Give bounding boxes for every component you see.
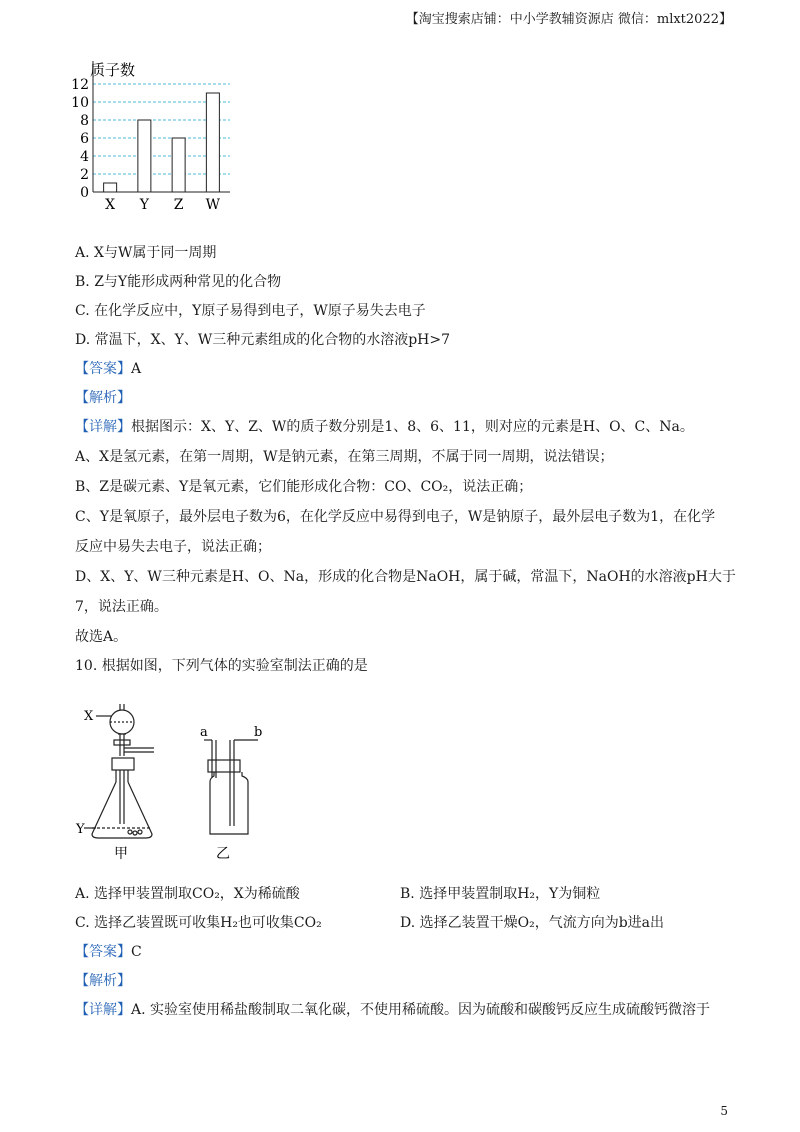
bar-z bbox=[172, 138, 185, 192]
y-tick-label: 8 bbox=[80, 113, 89, 129]
separatory-funnel-flask bbox=[84, 704, 154, 838]
bar-w bbox=[206, 93, 219, 192]
proton-number-bar-chart bbox=[60, 58, 260, 213]
label-x: X bbox=[84, 709, 94, 724]
page-number: 5 bbox=[720, 1104, 728, 1118]
page-header: 【淘宝搜索店铺：中小学教辅资源店 微信：mlxt2022】 bbox=[405, 12, 732, 27]
x-tick-label: X bbox=[105, 197, 116, 213]
q9-option-c: C. 在化学反应中，Y原子易得到电子，W原子易失去电子 bbox=[75, 303, 426, 319]
x-tick-label: W bbox=[205, 197, 221, 213]
q9-detail-line: 【详解】根据图示：X、Y、Z、W的质子数分别是1、8、6、11，则对应的元素是H、O、C、Na。 bbox=[75, 419, 694, 435]
y-tick-label: 4 bbox=[80, 149, 89, 165]
y-tick-label: 10 bbox=[71, 95, 89, 111]
y-tick-label: 0 bbox=[80, 185, 89, 201]
q9-option-a: A. X与W属于同一周期 bbox=[75, 245, 217, 261]
q10-analysis-tag: 【解析】 bbox=[75, 973, 131, 989]
y-tick-label: 2 bbox=[80, 167, 89, 183]
q10-option-b: B. 选择甲装置制取H₂，Y为铜粒 bbox=[400, 886, 601, 902]
label-b: b bbox=[254, 725, 263, 740]
detail-tag: 【详解】 bbox=[75, 1002, 131, 1018]
answer-value: A bbox=[131, 361, 142, 377]
y-tick-labels bbox=[71, 77, 89, 201]
q9-detail-line: 故选A。 bbox=[75, 629, 128, 645]
q9-analysis-tag: 【解析】 bbox=[75, 390, 131, 406]
x-tick-label: Z bbox=[173, 197, 184, 213]
q9-detail-line: C、Y是氧原子，最外层电子数为6，在化学反应中易得到电子，W是钠原子，最外层电子数为1，在化学 bbox=[75, 509, 716, 525]
q10-title: 10. 根据如图，下列气体的实验室制法正确的是 bbox=[75, 658, 368, 674]
caption-yi: 乙 bbox=[216, 846, 230, 862]
q9-detail-line: 7，说法正确。 bbox=[75, 599, 168, 615]
q10-option-d: D. 选择乙装置干燥O₂，气流方向为b进a出 bbox=[400, 915, 665, 931]
q10-option-c: C. 选择乙装置既可收集H₂也可收集CO₂ bbox=[75, 915, 322, 931]
q9-detail-line: A、X是氢元素，在第一周期，W是钠元素，在第三周期，不属于同一周期，说法错误； bbox=[75, 449, 614, 465]
q10-answer bbox=[75, 942, 142, 962]
caption-jia: 甲 bbox=[114, 846, 128, 862]
answer-tag: 【答案】 bbox=[75, 944, 131, 960]
detail-tag: 【详解】 bbox=[75, 419, 131, 435]
x-tick-labels bbox=[105, 197, 221, 213]
q10-detail-line: 【详解】A. 实验室使用稀盐酸制取二氧化碳，不使用稀硫酸。因为硫酸和碳酸钙反应生成硫酸钙微溶于 bbox=[75, 1002, 711, 1018]
q9-detail-line: B、Z是碳元素、Y是氧元素，它们能形成化合物：CO、CO₂，说法正确； bbox=[75, 479, 533, 495]
q9-option-b: B. Z与Y能形成两种常见的化合物 bbox=[75, 274, 282, 290]
answer-value: C bbox=[131, 944, 142, 960]
y-tick-label: 12 bbox=[71, 77, 89, 93]
chart-bars bbox=[104, 93, 220, 192]
q9-detail-line: 反应中易失去电子，说法正确； bbox=[75, 539, 271, 555]
y-axis-label: 质子数 bbox=[90, 61, 136, 79]
label-a: a bbox=[200, 725, 208, 740]
q10-option-a: A. 选择甲装置制取CO₂，X为稀硫酸 bbox=[75, 886, 300, 902]
gas-washing-bottle bbox=[204, 740, 258, 834]
x-tick-label: Y bbox=[139, 197, 149, 213]
bar-y bbox=[138, 120, 151, 192]
answer-tag: 【答案】 bbox=[75, 361, 131, 377]
bar-x bbox=[104, 183, 117, 192]
y-tick-label: 6 bbox=[80, 131, 89, 147]
apparatus-figure bbox=[72, 696, 282, 866]
q9-detail-line: D、X、Y、W三种元素是H、O、Na，形成的化合物是NaOH，属于碱，常温下，NaOH的水溶液pH大于 bbox=[75, 569, 736, 585]
label-y: Y bbox=[76, 822, 85, 837]
q9-answer bbox=[75, 359, 141, 379]
q9-option-d: D. 常温下，X、Y、W三种元素组成的化合物的水溶液pH>7 bbox=[75, 332, 451, 348]
